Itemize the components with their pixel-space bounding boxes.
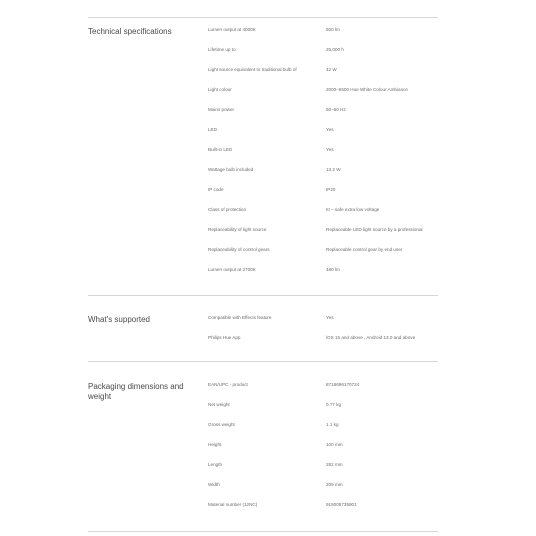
spec-value: 915005735901 [326, 502, 357, 507]
spec-label: Replaceability of light source [208, 227, 267, 232]
spec-list [208, 27, 438, 287]
spec-label: Built-in LED [208, 147, 233, 152]
spec-row [208, 87, 438, 107]
spec-value: Replaceable control gear by end user [326, 247, 403, 252]
spec-value: iOS 15 and above , Android 13.0 and above [326, 335, 416, 340]
spec-row [208, 315, 438, 335]
spec-row [208, 207, 438, 227]
spec-row [208, 227, 438, 247]
spec-label: Lumen output at 4000K [208, 27, 256, 32]
spec-label: Replaceability of control gears [208, 247, 270, 252]
spec-label: Light colour [208, 87, 232, 92]
spec-value: Replaceable LED light source by a professional [326, 227, 423, 232]
section-whats-supported [88, 295, 438, 362]
spec-label: Lumen output at 2700K [208, 267, 256, 272]
spec-row [208, 27, 438, 47]
spec-label: Width [208, 482, 220, 487]
spec-label: Compatible with Effects feature [208, 315, 272, 320]
spec-value: IP20 [326, 187, 336, 192]
spec-label: Mains power [208, 107, 235, 112]
spec-value: III – safe extra low voltage [326, 207, 380, 212]
spec-row [208, 422, 438, 442]
spec-value: 480 lm [326, 267, 340, 272]
section-title: Packaging dimensions and weight [88, 382, 184, 401]
spec-row [208, 267, 438, 287]
spec-value: 100 mm [326, 442, 343, 447]
section-title: What's supported [88, 315, 151, 324]
spec-value: 1.1 kg [326, 422, 339, 427]
spec-value: 13.2 W [326, 167, 341, 172]
spec-row [208, 187, 438, 207]
spec-label: Class of protection [208, 207, 247, 212]
spec-row [208, 502, 438, 522]
spec-value: 25,000 h [326, 47, 344, 52]
section-packaging-dimensions [88, 361, 438, 532]
spec-label: EAN/UPC - product [208, 382, 248, 387]
spec-list [208, 382, 438, 522]
spec-value: 0.77 kg [326, 402, 342, 407]
spec-label: Philips Hue App [208, 335, 241, 340]
spec-label: Net weight [208, 402, 230, 407]
spec-label: Height [208, 442, 222, 447]
spec-value: 500 lm [326, 27, 340, 32]
spec-row [208, 127, 438, 147]
spec-row [208, 442, 438, 462]
section-title: Technical specifications [88, 27, 172, 36]
spec-row [208, 147, 438, 167]
spec-row [208, 402, 438, 422]
spec-row [208, 482, 438, 502]
spec-label: Light source equivalent to traditional bulb of [208, 67, 297, 72]
spec-row [208, 462, 438, 482]
spec-list [208, 315, 438, 355]
spec-row [208, 67, 438, 87]
spec-value: 8718696170724 [326, 382, 360, 387]
spec-value: 50–60 Hz [326, 107, 346, 112]
spec-value: 2000–6500 Hue White Colour Ambiance [326, 87, 408, 92]
spec-row [208, 382, 438, 402]
spec-row [208, 335, 438, 355]
spec-label: Gross weight [208, 422, 235, 427]
spec-label: IP code [208, 187, 224, 192]
spec-row [208, 167, 438, 187]
spec-label: Wattage bulb included [208, 167, 254, 172]
spec-row [208, 247, 438, 267]
spec-value: 209 mm [326, 482, 343, 487]
spec-row [208, 107, 438, 127]
spec-label: LED [208, 127, 217, 132]
spec-value: 42 W [326, 67, 337, 72]
spec-label: Length [208, 462, 223, 467]
spec-value: 282 mm [326, 462, 343, 467]
section-technical-specifications [88, 17, 438, 296]
spec-label: Lifetime up to [208, 47, 236, 52]
spec-label: Material number (12NC) [208, 502, 258, 507]
spec-value: Yes [326, 315, 334, 320]
spec-value: Yes [326, 147, 334, 152]
spec-value: Yes [326, 127, 334, 132]
spec-row [208, 47, 438, 67]
